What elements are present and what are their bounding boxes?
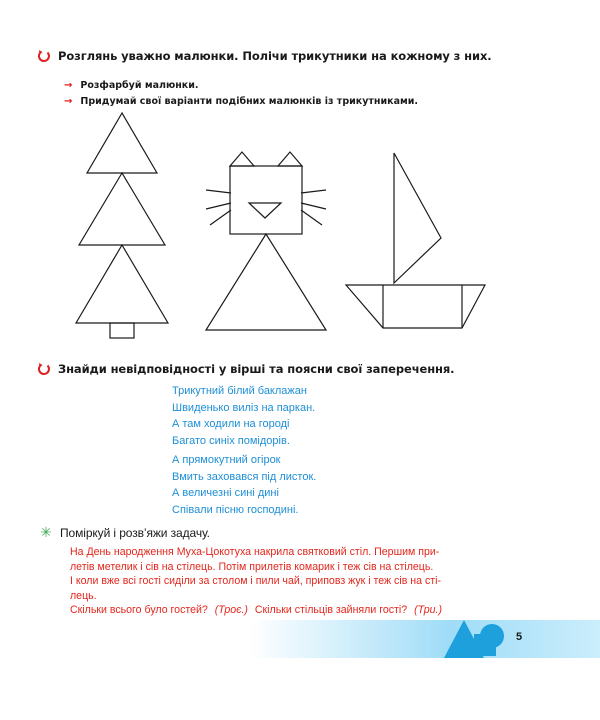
answer-2: (Три.) bbox=[414, 604, 442, 616]
poem-line: Багато синіх помідорів. bbox=[172, 434, 290, 447]
arrow-right-icon: → bbox=[64, 96, 73, 107]
task1-sub-2-text: Придумай свої варіанти подібних малюнків із трикутниками. bbox=[80, 96, 419, 107]
refresh-icon bbox=[36, 361, 52, 377]
problem-line: лець. bbox=[70, 589, 97, 602]
shapes-logo-icon bbox=[440, 614, 510, 664]
tree-figure bbox=[76, 113, 168, 338]
problem-line: летів метелик і сів на стілець. Потім прилетів комарик і теж сів на стілець. bbox=[70, 560, 434, 573]
task3-header bbox=[38, 525, 210, 541]
task2-text: Знайди невідповідності у вірші та поясни свої заперечення. bbox=[58, 362, 455, 376]
cat-figure bbox=[206, 152, 326, 330]
problem-line: На День народження Муха-Цокотуха накрила святковий стіл. Першим при- bbox=[70, 546, 440, 558]
problem-text bbox=[70, 545, 510, 618]
poem-line: А прямокутний огірок bbox=[172, 454, 281, 466]
poem-stanza-1 bbox=[172, 383, 315, 449]
poem-line: А там ходили на городі bbox=[172, 418, 290, 430]
poem-line: Співали пісню господині. bbox=[172, 503, 299, 516]
poem-line: Швиденько виліз на паркан. bbox=[172, 401, 316, 414]
task1-sub-1-text: Розфарбуй малюнки. bbox=[80, 80, 199, 91]
figures-area bbox=[0, 0, 600, 350]
question-2: Скільки стільців зайняли гості? bbox=[254, 604, 408, 616]
poem-line: Трикутний білий баклажан bbox=[172, 385, 307, 397]
question-1: Скільки всього було гостей? bbox=[70, 604, 208, 616]
arrow-right-icon: → bbox=[64, 80, 73, 91]
star-icon: ✳ bbox=[40, 525, 52, 541]
page-number: 5 bbox=[516, 631, 523, 643]
poem-line: А величезні сині дині bbox=[172, 487, 279, 499]
task3-text: Поміркуй і розв’яжи задачу. bbox=[60, 526, 210, 540]
task2-header bbox=[36, 361, 454, 377]
problem-line: І коли вже всі гості сиділи за столом і пили чай, приповз жук і теж сів на сті- bbox=[70, 575, 441, 587]
answer-1: (Троє.) bbox=[214, 604, 248, 616]
poem-stanza-2 bbox=[172, 452, 316, 518]
footer-band-fade bbox=[250, 620, 450, 658]
task1-text: Розглянь уважно малюнки. Полічи трикутники на кожному з них. bbox=[58, 49, 492, 63]
poem-line: Вмить заховався під листок. bbox=[172, 470, 317, 483]
boat-figure bbox=[346, 153, 485, 328]
